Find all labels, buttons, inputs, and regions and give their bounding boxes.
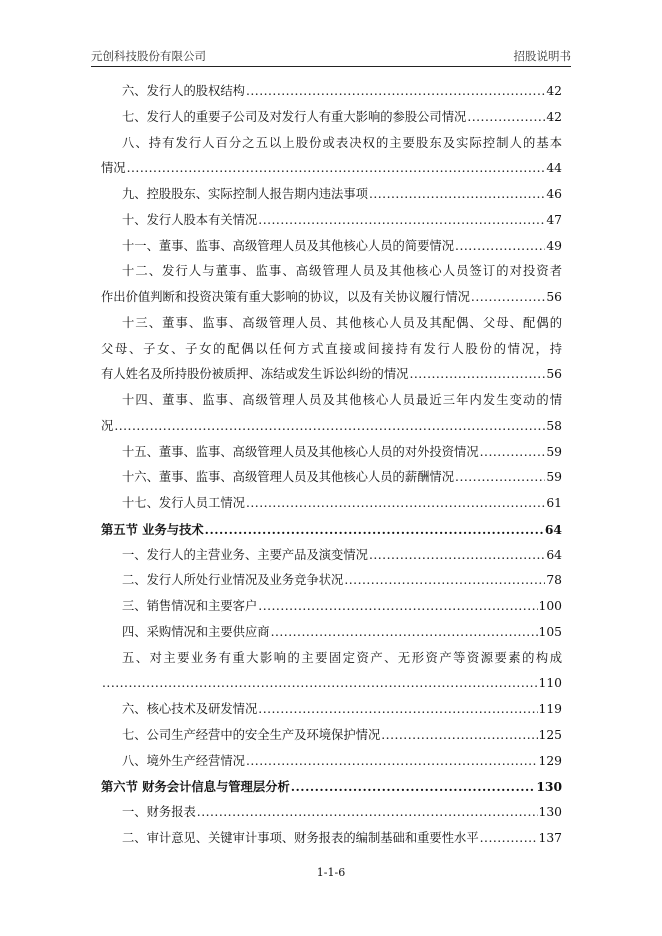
toc-entry[interactable]	[101, 465, 562, 491]
toc-entry[interactable]	[101, 568, 562, 594]
toc-entry-title: 九、控股股东、实际控制人报告期内违法事项	[122, 187, 368, 201]
toc-entry-title: 八、持有发行人百分之五以上股份或表决权的主要股东及实际控制人的基本	[122, 135, 562, 150]
toc-entry-title: 十七、发行人员工情况	[122, 496, 245, 510]
dot-leader	[409, 362, 545, 388]
toc-entry[interactable]	[101, 131, 562, 183]
dot-leader	[197, 800, 538, 826]
dot-leader	[369, 543, 545, 569]
toc-page-number: 56	[546, 290, 562, 304]
toc-line	[101, 105, 562, 131]
toc-entry[interactable]	[101, 311, 562, 388]
toc-entry[interactable]	[101, 646, 562, 698]
dot-leader	[455, 465, 545, 491]
toc-entry-title: 一、发行人的主营业务、主要产品及演变情况	[122, 547, 368, 562]
toc-page-number: 42	[546, 84, 562, 98]
toc-line	[101, 826, 562, 852]
toc-page-number: 125	[538, 727, 562, 742]
toc-line	[101, 414, 562, 440]
toc-page-number: 64	[544, 521, 562, 537]
toc-entry[interactable]	[101, 182, 562, 208]
toc-entry-title: 五、对主要业务有重大影响的主要固定资产、无形资产等资源要素的构成	[122, 650, 562, 665]
dot-leader	[258, 697, 537, 723]
dot-leader	[258, 594, 537, 620]
toc-entry-title: 十三、董事、监事、高级管理人员、其他核心人员及其配偶、父母、配偶的	[122, 315, 562, 330]
toc-entry[interactable]	[101, 543, 562, 569]
toc-line	[101, 723, 562, 749]
toc-line	[101, 465, 562, 491]
toc-entry-title: 第五节 业务与技术	[101, 521, 204, 537]
table-of-contents	[101, 79, 562, 852]
dot-leader	[246, 749, 538, 775]
toc-entry-title: 七、公司生产经营中的安全生产及环境保护情况	[122, 727, 381, 742]
toc-line	[101, 491, 562, 517]
toc-line	[101, 749, 562, 775]
toc-entry-title: 八、境外生产经营情况	[122, 753, 245, 768]
toc-line	[101, 517, 562, 543]
toc-section-heading[interactable]	[101, 774, 562, 800]
toc-page-number: 129	[538, 753, 562, 768]
toc-entry[interactable]	[101, 208, 562, 234]
toc-line	[101, 156, 562, 182]
dot-leader	[246, 79, 545, 105]
toc-page-number: 56	[546, 367, 562, 382]
toc-entry-title: 十四、董事、监事、高级管理人员及其他核心人员最近三年内发生变动的情	[122, 393, 562, 407]
toc-entry-title: 第六节 财务会计信息与管理层分析	[101, 779, 290, 795]
toc-page-number: 105	[538, 624, 562, 639]
toc-entry[interactable]	[101, 826, 562, 852]
toc-line	[101, 594, 562, 620]
toc-page-number: 130	[538, 805, 562, 819]
toc-page-number: 49	[546, 238, 562, 253]
toc-page-number: 59	[546, 444, 562, 459]
toc-page-number: 130	[536, 779, 562, 795]
toc-page-number: 100	[538, 599, 562, 613]
toc-entry-title: 作出价值判断和投资决策有重大影响的协议，以及有关协议履行情况	[101, 290, 470, 304]
dot-leader	[127, 156, 546, 182]
toc-entry-title: 十六、董事、监事、高级管理人员及其他核心人员的薪酬情况	[122, 470, 455, 485]
toc-section-heading[interactable]	[101, 517, 562, 543]
toc-entry-title: 二、发行人所处行业情况及业务竞争状况	[122, 573, 344, 588]
toc-line	[101, 568, 562, 594]
toc-line	[101, 388, 562, 414]
toc-page-number: 59	[546, 470, 562, 485]
dot-leader	[480, 826, 538, 852]
toc-line	[101, 182, 562, 208]
toc-entry-title: 一、财务报表	[122, 805, 196, 819]
toc-line	[101, 543, 562, 569]
toc-page-number: 58	[546, 418, 562, 433]
toc-entry[interactable]	[101, 723, 562, 749]
toc-page-number: 64	[546, 547, 562, 562]
toc-entry-title: 七、发行人的重要子公司及对发行人有重大影响的参股公司情况	[122, 109, 467, 124]
toc-line	[101, 620, 562, 646]
toc-page-number: 137	[538, 830, 562, 845]
dot-leader	[480, 440, 546, 466]
toc-entry[interactable]	[101, 491, 562, 517]
toc-entry-title: 情况	[101, 161, 126, 176]
toc-entry[interactable]	[101, 105, 562, 131]
toc-entry[interactable]	[101, 259, 562, 311]
page-number: 1-1-6	[316, 866, 346, 879]
toc-line	[101, 671, 562, 697]
dot-leader	[291, 774, 536, 800]
toc-page-number: 119	[538, 702, 562, 716]
toc-entry-title: 十、发行人股本有关情况	[122, 212, 258, 227]
toc-line	[101, 440, 562, 466]
toc-page-number: 46	[546, 187, 562, 201]
dot-leader	[271, 620, 538, 646]
toc-line	[101, 337, 562, 363]
document-type: 招股说明书	[513, 49, 571, 63]
toc-entry[interactable]	[101, 594, 562, 620]
dot-leader	[455, 234, 545, 260]
toc-entry-title: 十二、发行人与董事、监事、高级管理人员及其他核心人员签订的对投资者	[122, 264, 562, 279]
toc-entry-title: 况	[101, 418, 114, 433]
toc-page-number: 47	[546, 212, 562, 227]
toc-line	[101, 208, 562, 234]
toc-line	[101, 79, 562, 105]
toc-line	[101, 774, 562, 800]
toc-entry-title: 二、审计意见、关键审计事项、财务报表的编制基础和重要性水平	[122, 830, 479, 845]
dot-leader	[369, 182, 545, 208]
dot-leader	[344, 568, 545, 594]
toc-entry-title: 有人姓名及所持股份被质押、冻结或发生诉讼纠纷的情况	[101, 367, 409, 382]
toc-entry[interactable]	[101, 440, 562, 466]
toc-entry-title: 六、发行人的股权结构	[122, 84, 245, 98]
toc-page-number: 42	[546, 109, 562, 124]
toc-entry[interactable]	[101, 697, 562, 723]
toc-line	[101, 259, 562, 285]
toc-entry-title: 六、核心技术及研发情况	[122, 702, 258, 716]
dot-leader	[102, 671, 538, 697]
toc-line	[101, 285, 562, 311]
toc-line	[101, 362, 562, 388]
dot-leader	[258, 208, 545, 234]
toc-entry-title: 十一、董事、监事、高级管理人员及其他核心人员的简要情况	[122, 238, 455, 253]
toc-entry-title: 四、采购情况和主要供应商	[122, 624, 270, 639]
page-header	[91, 46, 571, 67]
dot-leader	[205, 517, 544, 543]
dot-leader	[467, 105, 545, 131]
company-name: 元创科技股份有限公司	[91, 49, 206, 63]
toc-entry-title: 父母、子女、子女的配偶以任何方式直接或间接持有发行人股份的情况，持	[101, 341, 562, 356]
toc-line	[101, 697, 562, 723]
toc-entry[interactable]	[101, 749, 562, 775]
toc-entry[interactable]	[101, 388, 562, 440]
toc-entry[interactable]	[101, 800, 562, 826]
toc-page-number: 44	[546, 161, 562, 176]
toc-page-number: 78	[546, 573, 562, 588]
toc-page-number: 110	[538, 676, 562, 691]
toc-entry-title: 十五、董事、监事、高级管理人员及其他核心人员的对外投资情况	[122, 444, 479, 459]
toc-line	[101, 131, 562, 157]
toc-line	[101, 646, 562, 672]
toc-line	[101, 311, 562, 337]
toc-entry[interactable]	[101, 234, 562, 260]
toc-entry-title: 三、销售情况和主要客户	[122, 599, 258, 613]
toc-page-number: 61	[546, 496, 562, 510]
toc-line	[101, 234, 562, 260]
dot-leader	[246, 491, 545, 517]
dot-leader	[381, 723, 537, 749]
toc-line	[101, 800, 562, 826]
dot-leader	[471, 285, 545, 311]
dot-leader	[114, 414, 545, 440]
toc-entry[interactable]	[101, 620, 562, 646]
toc-entry[interactable]	[101, 79, 562, 105]
